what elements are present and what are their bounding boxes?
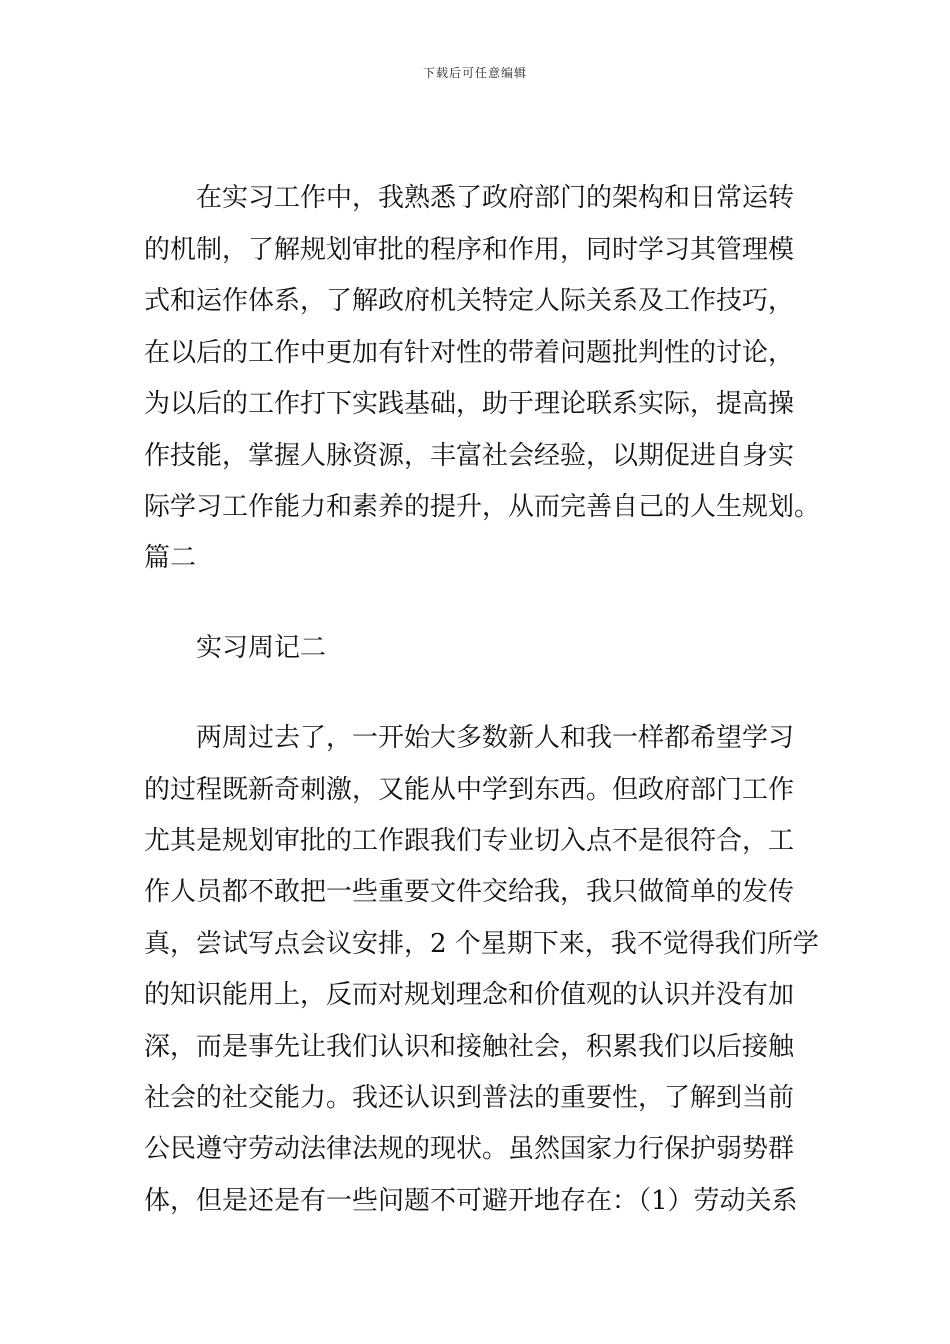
paragraph-2-line: 公民遵守劳动法律法规的现状。虽然国家力行保护弱势群 [144, 1134, 795, 1164]
paragraph-1-line: 在以后的工作中更加有针对性的带着问题批判性的讨论， [144, 338, 795, 368]
paragraph-2-line: 真，尝试写点会议安排，2 个星期下来，我不觉得我们所学 [144, 929, 819, 959]
paragraph-2-line: 两周过去了，一开始大多数新人和我一样都希望学习 [196, 723, 795, 753]
paragraph-2-line: 尤其是规划审批的工作跟我们专业切入点不是很符合，工 [144, 826, 795, 856]
paragraph-2-line: 的过程既新奇刺激，又能从中学到东西。但政府部门工作 [144, 775, 795, 805]
paragraph-2-line: 作人员都不敢把一些重要文件交给我，我只做简单的发传 [144, 877, 795, 907]
paragraph-1-line: 的机制，了解规划审批的程序和作用，同时学习其管理模 [144, 235, 795, 265]
paragraph-1-line: 作技能，掌握人脉资源，丰富社会经验，以期促进自身实 [144, 441, 795, 471]
paragraph-2-line: 的知识能用上，反而对规划理念和价值观的认识并没有加 [144, 980, 795, 1010]
paragraph-2-line: 社会的社交能力。我还认识到普法的重要性，了解到当前 [144, 1083, 795, 1113]
section-label: 篇二 [144, 543, 197, 573]
paragraph-2-line: 体，但是还是有一些问题不可避开地存在：（1）劳动关系 [144, 1186, 798, 1216]
page-header: 下载后可任意编辑 [422, 66, 527, 80]
paragraph-1-line: 为以后的工作打下实践基础，助于理论联系实际，提高操 [144, 389, 795, 419]
paragraph-2-line: 深，而是事先让我们认识和接触社会，积累我们以后接触 [144, 1032, 795, 1062]
paragraph-1-line: 式和运作体系，了解政府机关特定人际关系及工作技巧， [144, 286, 795, 316]
paragraph-1-line: 在实习工作中，我熟悉了政府部门的架构和日常运转 [196, 183, 795, 213]
subtitle: 实习周记二 [196, 633, 327, 663]
paragraph-1-line: 际学习工作能力和素养的提升，从而完善自己的人生规划。 [144, 492, 821, 522]
